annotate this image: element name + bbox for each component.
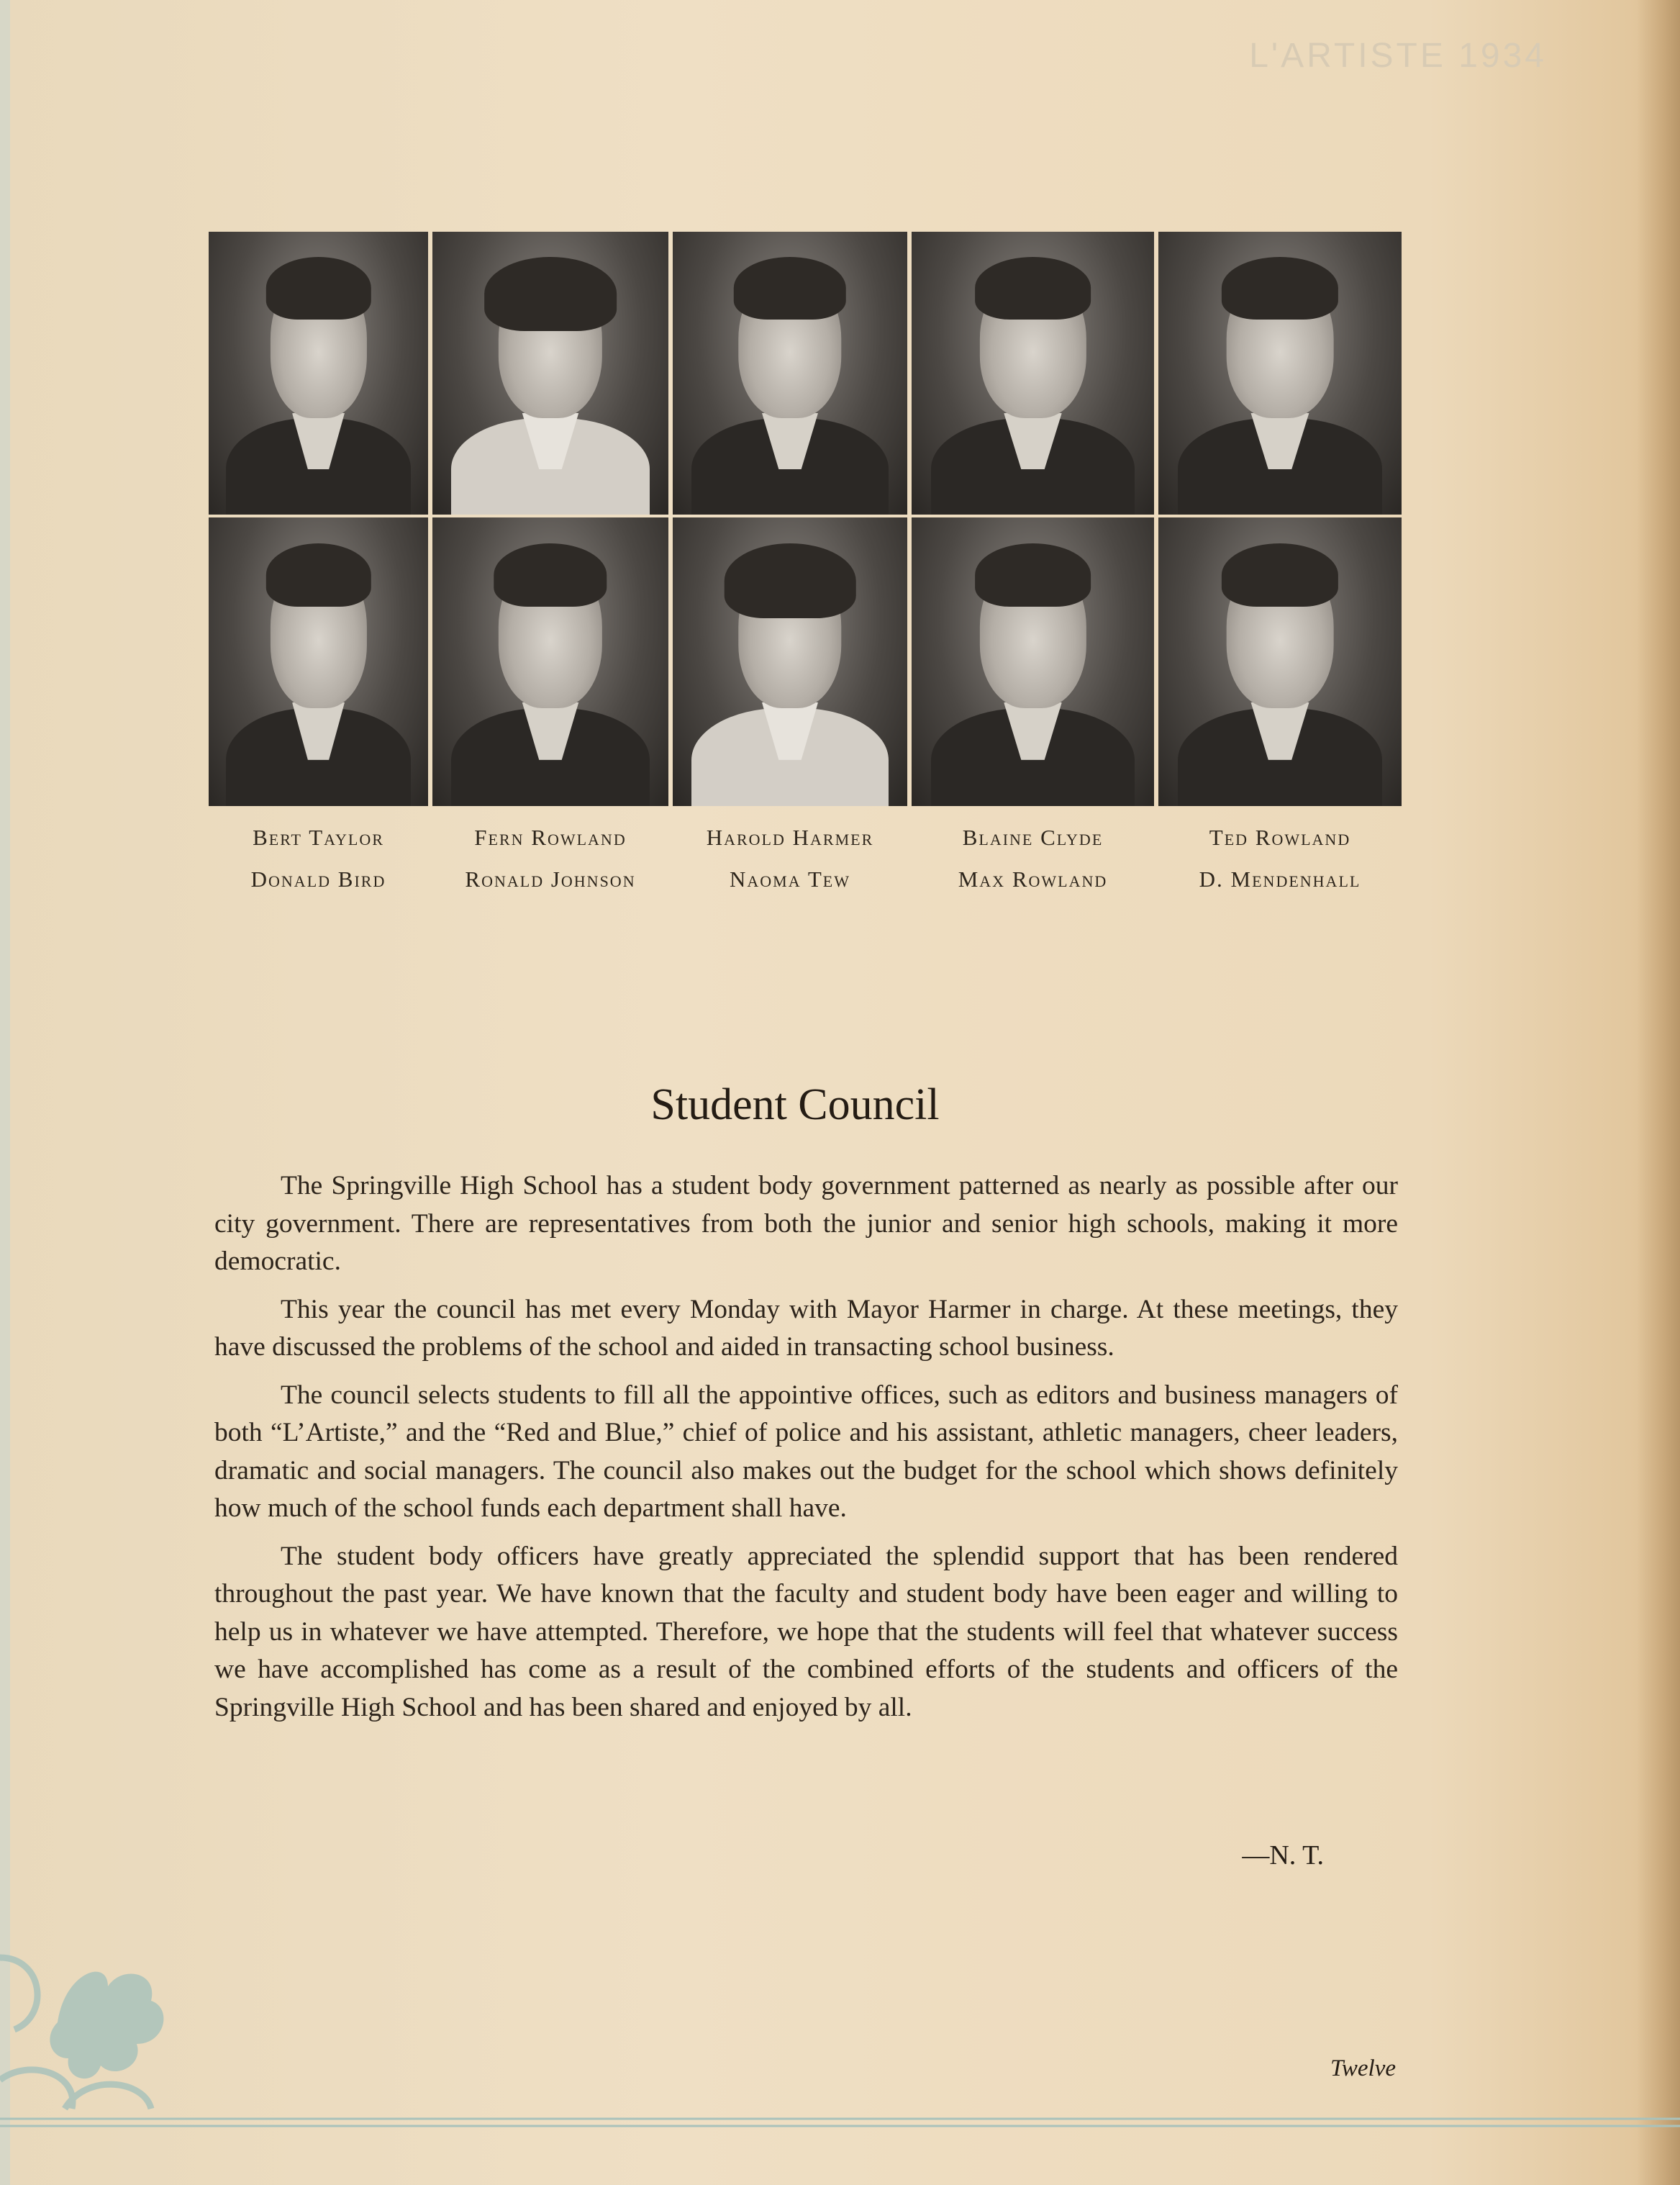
caption-name: D. Mendenhall: [1199, 867, 1361, 892]
article-paragraph: The Springville High School has a student body government patterned as nearly as possible after our city government. There are representatives from both the junior and senior high schools, making it more democratic.: [214, 1171, 1398, 1276]
bottom-rule: [0, 2116, 1680, 2130]
article-title: Student Council: [650, 1080, 940, 1129]
caption-name: Bert Taylor: [253, 825, 384, 850]
caption-name: Blaine Clyde: [962, 825, 1104, 850]
portrait-max-rowland: [912, 517, 1154, 806]
caption-name: Ted Rowland: [1209, 825, 1351, 850]
portrait-bert-taylor: [209, 232, 428, 515]
caption-name: Ronald Johnson: [465, 867, 636, 892]
portrait-blaine-clyde: [912, 232, 1154, 515]
portrait-d-mendenhall: [1158, 517, 1402, 806]
article-body: [214, 1167, 1398, 1737]
article-paragraph: The council selects students to fill all the appointive offices, such as editors and business managers of both “L’Artiste,” and the “Red and Blue,” chief of police and his assistant, athletic managers, cheer leaders, dramatic and social managers. The council also makes out the budget for the school which shows definitely how much of the school funds each department shall have.: [214, 1380, 1398, 1523]
running-header: L'ARTISTE 1934: [1249, 37, 1547, 75]
portrait-grid: [209, 232, 1402, 806]
caption-name: Harold Harmer: [706, 825, 874, 850]
page-right-edge: [1637, 0, 1680, 2185]
portrait-ted-rowland: [1158, 232, 1402, 515]
portrait-captions: [209, 825, 1402, 892]
portrait-naoma-tew: [673, 517, 907, 806]
article-paragraph: The student body officers have greatly appreciated the splendid support that has been rendered throughout the past year. We have known that the faculty and student body have been eager and willing to help us in whatever we have attempted. Therefore, we hope that the students will feel that whatever success we have accomplished has come as a result of the combined efforts of the students and officers of the Springville High School and has been shared and enjoyed by all.: [214, 1541, 1398, 1722]
caption-name: Naoma Tew: [730, 867, 850, 892]
page-number: Twelve: [1330, 2055, 1396, 2081]
leaf-ornament-icon: [0, 1929, 173, 2116]
portrait-harold-harmer: [673, 232, 907, 515]
portrait-donald-bird: [209, 517, 428, 806]
portrait-fern-rowland: [432, 232, 668, 515]
caption-name: Donald Bird: [250, 867, 386, 892]
article-paragraph: This year the council has met every Monday with Mayor Harmer in charge. At these meetings, they have discussed the problems of the school and aided in transacting school business.: [214, 1294, 1398, 1362]
caption-name: Max Rowland: [958, 867, 1108, 892]
caption-name: Fern Rowland: [474, 825, 627, 850]
portrait-ronald-johnson: [432, 517, 668, 806]
article-signature: —N. T.: [1242, 1840, 1324, 1870]
